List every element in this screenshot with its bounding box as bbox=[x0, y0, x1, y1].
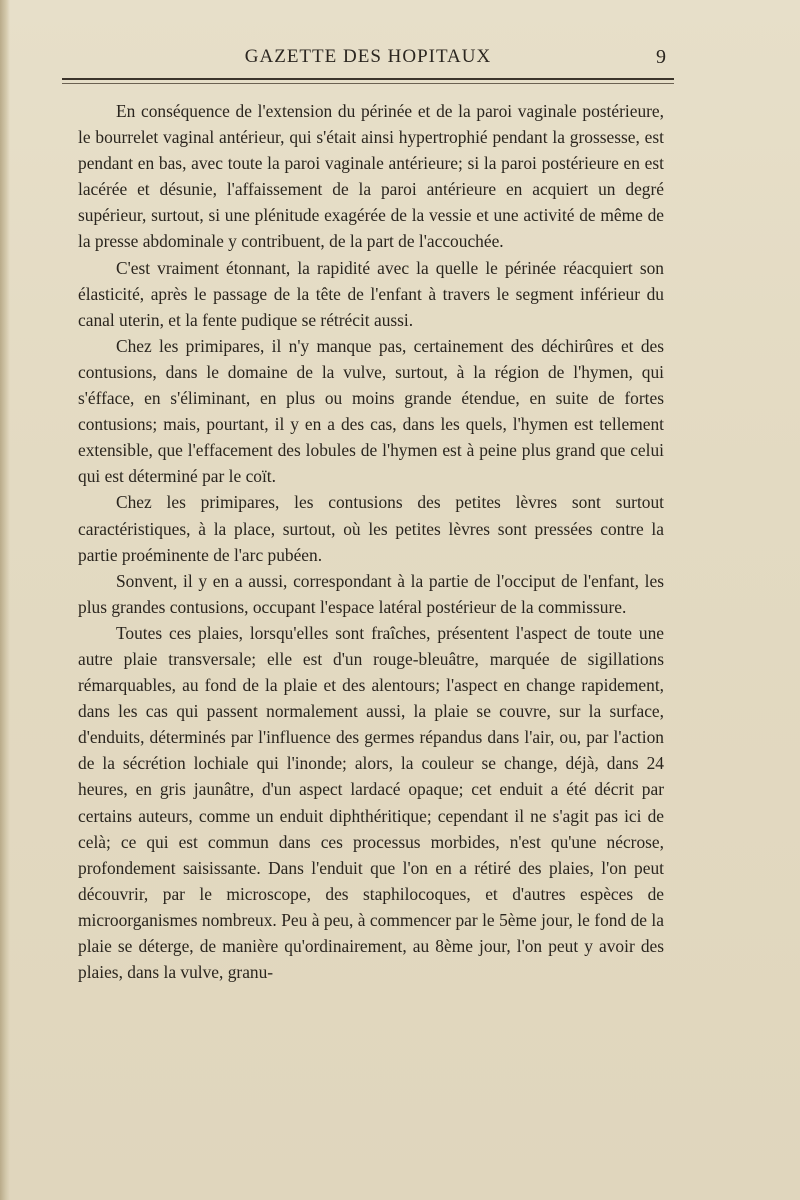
header-rule bbox=[62, 78, 674, 80]
running-header bbox=[62, 44, 674, 74]
paragraph: Toutes ces plaies, lorsqu'elles sont fraîches, présentent l'aspect de toute une autre plaie transversale; elle est d'un rouge-bleuâtre, marquée de sigillations rémarquables, au fond de la plaie et des alentours; l'aspect en change rapidement, dans les cas qui passent normalement aussi, la plaie se couvre, sur la surface, d'enduits, déterminés par l'influence des germes répandus dans l'air, ou, par l'action de la sécrétion lochiale qui l'inonde; alors, la couleur se change, déjà, dans 24 heures, en gris jaunâtre, d'un aspect lardacé opaque; cet enduit a été décrit par certains auteurs, comme un enduit diphthéritique; cependant il ne s'agit pas ici de celà; ce qui est commun dans ces processus morbides, n'est qu'une nécrose, profondement saisissante. Dans l'enduit que l'on en a rétiré des plaies, l'on peut découvrir, par le microscope, des staphilocoques, et d'autres espèces de microorganismes nombreux. Peu à peu, à commencer par le 5ème jour, le fond de la plaie se déterge, de manière qu'ordinairement, au 8ème jour, l'on peut y avoir des plaies, dans la vulve, granu- bbox=[78, 622, 664, 983]
page-number: 9 bbox=[656, 46, 666, 68]
paragraph: En conséquence de l'extension du périnée et de la paroi vaginale postérieure, le bourrelet vaginal antérieur, qui s'était ainsi hypertrophié pendant la grossesse, est pendant en bas, avec toute la paroi vaginale antérieure; si la paroi postérieure en est lacérée et désunie, l'affaissement de la paroi antérieure en acquiert un degré supérieur, surtout, si une plénitude exagérée de la vessie et une activité de même de la presse abdominale y contribuent, de la part de l'accouchée. bbox=[78, 101, 664, 252]
paragraph: C'est vraiment étonnant, la rapidité avec la quelle le périnée réacquiert son élasticité, après le passage de la tête de l'enfant à travers le segment inférieur du canal uterin, et la fente pudique se rétrécit aussi. bbox=[78, 257, 664, 330]
paragraph: Chez les primipares, il n'y manque pas, certainement des déchirûres et des contusions, dans le domaine de la vulve, surtout, à la région de l'hymen, qui s'éfface, en s'éliminant, en plus ou moins grande étendue, en suite de fortes contusions; mais, pourtant, il y en a des cas, dans les quels, l'hymen est tellement extensible, que l'effacement des lobules de l'hymen est à peine plus grand que celui qui est déterminé par le coït. bbox=[78, 335, 664, 487]
paragraph: Chez les primipares, les contusions des petites lèvres sont surtout caractéristiques, à la place, surtout, où les petites lèvres sont pressées contre la partie proéminente de l'arc pubéen. bbox=[78, 492, 664, 565]
body-text bbox=[78, 98, 664, 985]
running-title: GAZETTE DES HOPITAUX bbox=[244, 46, 492, 67]
paragraph: Sonvent, il y en a aussi, correspondant à la partie de l'occiput de l'enfant, les plus grandes contusions, occupant l'espace latéral postérieur de la commissure. bbox=[78, 570, 664, 617]
header-rule-thin bbox=[62, 83, 674, 84]
page-edge-shadow bbox=[0, 0, 10, 1200]
